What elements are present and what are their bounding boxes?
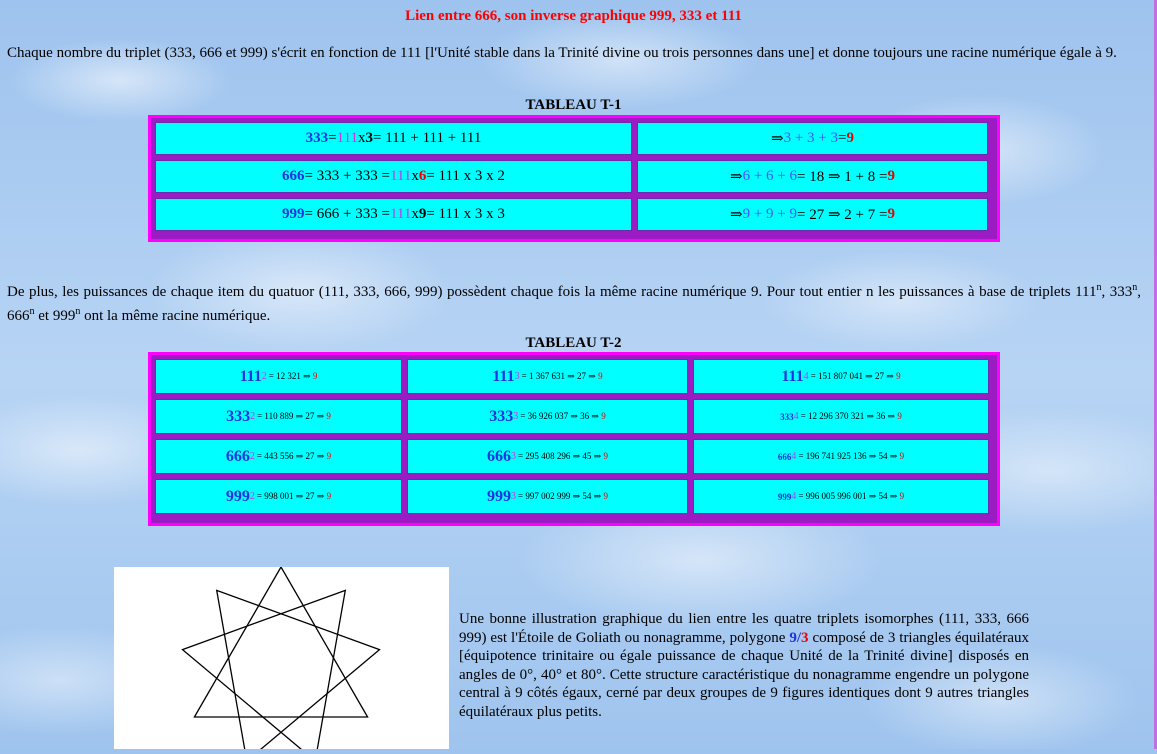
nonagram-triangle-1 (194, 567, 367, 717)
digit-sum: 3 + 3 + 3 (783, 130, 839, 146)
power-value (811, 371, 901, 382)
powers-text: ont la même racine numérique. (80, 308, 271, 324)
power-exponent: 2 (250, 411, 256, 422)
power-cell (155, 399, 402, 434)
exponent: n (29, 306, 35, 317)
table-row (155, 198, 993, 231)
power-exponent: 4 (791, 491, 797, 502)
power-base: 333 (489, 407, 514, 425)
root-tail: = (838, 130, 847, 146)
page-title: Lien entre 666, son inverse graphique 999, 333 et 111 (405, 8, 742, 24)
root-tail: = 18 ⇒ 1 + 8 = (797, 169, 888, 185)
power-value (518, 451, 608, 462)
power-base: 666 (225, 447, 250, 465)
table-cell-equation (155, 198, 632, 231)
power-value-text: = 12 321 ⇒ (268, 371, 313, 381)
equation-rest: = 111 x 3 x 2 (426, 168, 505, 184)
digital-root: 9 (326, 411, 331, 421)
power-value-text: = 996 005 996 001 ⇒ 54 ⇒ (798, 491, 900, 501)
table-row (155, 122, 993, 155)
power-value-text: = 1 367 631 ⇒ 27 ⇒ (521, 371, 599, 381)
nonagram-text: composé de 3 triangles équilatéraux [équipotence trinitaire ou égale puissance de chaque Unité de la Trinité divine] disposés en angles de 0°, 40° et 80°. Cette structure caractéristique du nonagramme engendre un polygone central à 9 côtés égaux, cerné par deux groupes de 9 figures identiques dont 9 autres triangles équilatéraux plus petits. (459, 629, 1029, 720)
table1-caption: TABLEAU T-1 (525, 97, 622, 113)
power-value-text: = 443 556 ⇒ 27 ⇒ (256, 451, 327, 461)
table-cell-equation (155, 160, 632, 193)
table-t1 (148, 115, 1000, 242)
table-row (155, 160, 993, 193)
number-value: 666 (282, 168, 305, 184)
power-cell (693, 359, 989, 394)
power-base: 333 (780, 411, 794, 422)
times-sign: x (411, 206, 419, 222)
power-exponent: 4 (803, 371, 809, 382)
power-exponent: 3 (514, 371, 520, 382)
nonagram-paragraph (459, 610, 1029, 721)
equation-text: = 333 + 333 = (304, 168, 390, 184)
power-cell (693, 439, 989, 474)
power-base: 666 (777, 451, 792, 462)
digital-root: 9 (846, 130, 854, 146)
power-value (257, 411, 331, 422)
digital-root: 9 (326, 491, 332, 501)
table-t2 (148, 352, 1000, 526)
exponent: n (1096, 282, 1102, 293)
power-exponent: 3 (511, 451, 517, 462)
digital-root: 9 (598, 371, 603, 381)
digit-sum: 9 + 9 + 9 (742, 206, 798, 222)
power-cell (155, 439, 402, 474)
digital-root: 9 (326, 451, 332, 461)
power-cell (407, 359, 688, 394)
base-value: 111 (389, 168, 412, 184)
table-cell-root (637, 160, 988, 193)
power-exponent: 2 (249, 491, 255, 502)
power-value-text: = 36 926 037 ⇒ 36 ⇒ (520, 411, 602, 421)
nonagram-star-icon (114, 567, 449, 749)
digit-sum: 6 + 6 + 6 (742, 168, 798, 184)
multiplier: 6 (418, 168, 427, 184)
power-value (522, 371, 603, 382)
table-cell-equation (155, 122, 632, 155)
power-cell (407, 399, 688, 434)
digital-root: 9 (896, 371, 901, 381)
power-cell (693, 399, 989, 434)
digital-root: 9 (603, 451, 608, 461)
power-value (257, 491, 331, 502)
power-value-text: = 998 001 ⇒ 27 ⇒ (256, 491, 327, 501)
intro-paragraph: Chaque nombre du triplet (333, 666 et 999) s'écrit en fonction de 111 [l'Unité stable dans la Trinité divine ou trois personnes dans une] et donne toujours une racine numérique égale à 9. (7, 45, 1117, 61)
times-sign: x (411, 168, 419, 184)
power-value-text: = 295 408 296 ⇒ 45 ⇒ (518, 451, 604, 461)
table-row (155, 479, 993, 514)
polygon-slash: / (796, 629, 802, 646)
table-row (155, 399, 993, 434)
power-value (801, 411, 902, 422)
digital-root: 9 (899, 491, 905, 501)
power-base: 111 (239, 367, 262, 385)
power-exponent: 4 (791, 451, 797, 462)
table-cell-root (637, 198, 988, 231)
table-cell-root (637, 122, 988, 155)
power-value-text: = 997 002 999 ⇒ 54 ⇒ (518, 491, 604, 501)
power-cell (155, 359, 402, 394)
digital-root: 9 (603, 491, 608, 501)
power-value (798, 451, 904, 462)
power-base: 999 (487, 487, 512, 505)
power-base: 666 (487, 447, 512, 465)
power-value-text: = 110 889 ⇒ 27 ⇒ (257, 411, 327, 421)
base-value: 111 (389, 206, 412, 222)
powers-text: et 999 (34, 308, 76, 324)
equation-rest: = 111 + 111 + 111 (373, 130, 482, 146)
times-sign: x (358, 130, 366, 146)
digital-root: 9 (601, 411, 606, 421)
powers-text: , 333 (1101, 284, 1133, 300)
equation-rest: = 111 x 3 x 3 (426, 206, 505, 222)
implies-arrow: ⇒ (730, 169, 743, 185)
number-value: 333 (305, 130, 329, 146)
power-cell (407, 479, 688, 514)
power-value (520, 411, 605, 422)
table2-caption: TABLEAU T-2 (525, 335, 622, 351)
exponent: n (1132, 282, 1138, 293)
exponent: n (75, 306, 81, 317)
equation-text: = 666 + 333 = (304, 206, 390, 222)
nonagram-triangle-3 (217, 590, 380, 749)
nonagram-figure (114, 567, 449, 749)
polygon-numerator: 9 (789, 629, 797, 646)
powers-paragraph (7, 278, 1141, 326)
power-exponent: 3 (511, 491, 517, 502)
power-base: 111 (492, 367, 515, 385)
polygon-denominator: 3 (801, 629, 809, 646)
power-exponent: 2 (249, 451, 255, 462)
power-cell (693, 479, 989, 514)
power-exponent: 4 (793, 411, 799, 422)
implies-arrow: ⇒ (771, 131, 784, 147)
digital-root: 9 (897, 411, 902, 421)
power-base: 999 (225, 487, 250, 505)
power-cell (155, 479, 402, 514)
power-exponent: 3 (513, 411, 519, 422)
power-value (269, 371, 318, 382)
base-value: 111 (336, 130, 359, 146)
implies-arrow: ⇒ (730, 207, 743, 223)
digital-root: 9 (899, 451, 905, 461)
multiplier: 9 (418, 206, 427, 222)
power-cell (407, 439, 688, 474)
equation-text: = (328, 130, 337, 146)
power-base: 999 (777, 491, 792, 502)
root-tail: = 27 ⇒ 2 + 7 = (797, 207, 888, 223)
power-value-text: = 196 741 925 136 ⇒ 54 ⇒ (798, 451, 900, 461)
digital-root: 9 (887, 168, 895, 184)
power-value (798, 491, 904, 502)
multiplier: 3 (365, 130, 374, 146)
nonagram-triangle-2 (183, 590, 346, 749)
powers-text: , 666 (7, 284, 1141, 324)
table-row (155, 439, 993, 474)
power-value-text: = 12 296 370 321 ⇒ 36 ⇒ (800, 411, 898, 421)
digital-root: 9 (887, 206, 895, 222)
table-row (155, 359, 993, 394)
nonagram-text: Une bonne illustration graphique du lien entre les quatre triplets isomorphes (111, 333, 666 999) est l'Étoile de Goliath ou nonagramme, polygone (459, 611, 1029, 646)
power-value-text: = 151 807 041 ⇒ 27 ⇒ (810, 371, 897, 381)
power-value (257, 451, 331, 462)
digital-root: 9 (312, 371, 318, 381)
power-exponent: 2 (261, 371, 267, 382)
powers-text: De plus, les puissances de chaque item du quatuor (111, 333, 666, 999) possèdent chaque fois la même racine numérique 9. Pour tout entier n les puissances à base de triplets 111 (7, 284, 1097, 300)
power-base: 111 (781, 367, 804, 385)
power-base: 333 (226, 407, 251, 425)
number-value: 999 (282, 206, 305, 222)
power-value (518, 491, 608, 502)
